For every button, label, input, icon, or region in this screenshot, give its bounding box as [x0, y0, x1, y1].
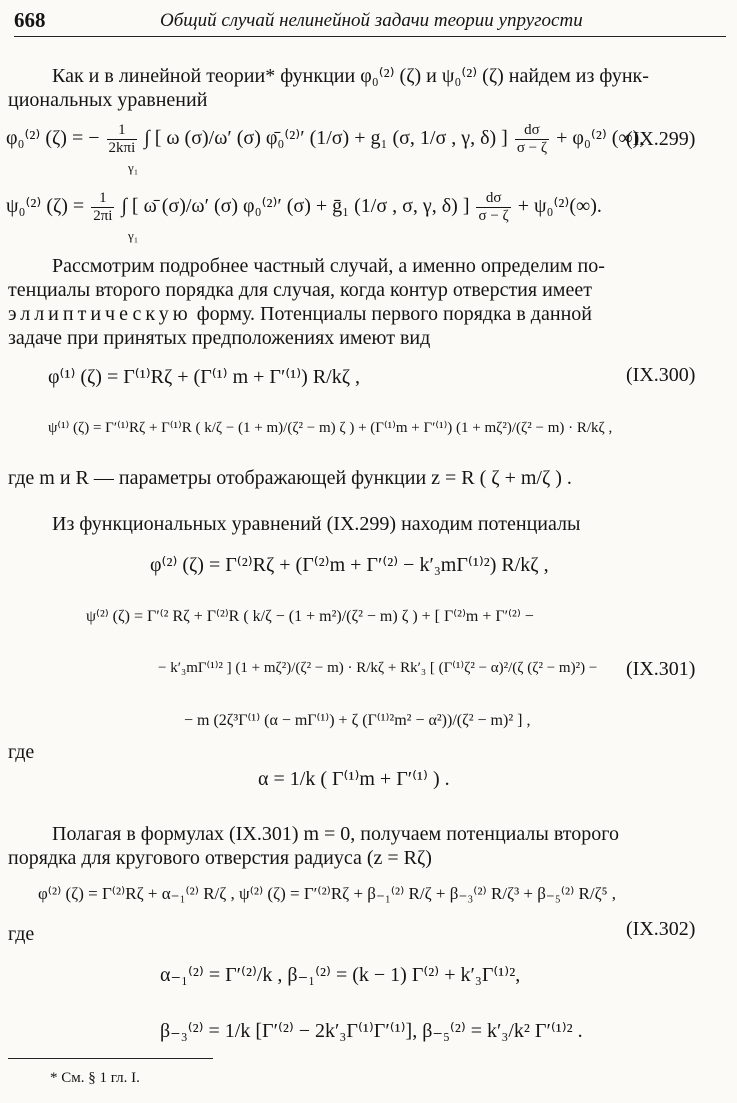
equation-ix-301-psi-line-2: − k′₃mΓ⁽¹⁾² ] (1 + mζ²)/(ζ² − m) · R/kζ + Rk′₃ [ (Γ⁽¹⁾ζ² − α)²/(ζ (ζ² − m)²) − [158, 660, 598, 676]
equation-part: ψ₀⁽²⁾ (ζ) = [6, 195, 85, 218]
fraction-numerator: dσ [476, 190, 510, 208]
paragraph-1-line-1: Как и в линейной теории* функции φ₀⁽²⁾ (ζ) и ψ₀⁽²⁾ (ζ) найдем из функ- [52, 65, 649, 87]
equation-ix-302-coefficients-2: β₋₃⁽²⁾ = 1/k [Γ′⁽²⁾ − 2k′₃Γ⁽¹⁾Γ′⁽¹⁾], β₋₅⁽²⁾ = k′₃/k² Γ′⁽¹⁾² . [160, 1020, 583, 1042]
equation-number-ix-299: (IX.299) [626, 128, 696, 150]
equation-number-ix-300: (IX.300) [626, 364, 696, 386]
fraction [91, 190, 114, 225]
footnote-rule [8, 1058, 213, 1059]
where-label: где [8, 741, 35, 763]
equation-part: φ₀⁽²⁾ (ζ) = − [6, 127, 100, 150]
paragraph-1-line-2: циональных уравнений [8, 89, 208, 111]
fraction-denominator: σ − ζ [478, 208, 509, 224]
running-title: Общий случай нелинейной задачи теории упругости [160, 10, 583, 31]
header-rule [14, 36, 726, 37]
equation-number-ix-302: (IX.302) [626, 918, 696, 940]
equation-part: ∫ [ ω̄ (σ)/ω′ (σ) φ₀⁽²⁾′ (σ) + ḡ₁ (1/σ , σ, γ, δ) ] [121, 195, 470, 218]
spaced-word: эллиптическую [8, 303, 192, 325]
equation-number-ix-301: (IX.301) [626, 658, 696, 680]
paragraph-2-line-4: задаче при принятых предположениях имеют вид [8, 327, 431, 349]
fraction [107, 122, 138, 157]
equation-ix-300-phi: φ⁽¹⁾ (ζ) = Γ⁽¹⁾Rζ + (Γ⁽¹⁾ m + Γ′⁽¹⁾) R/kζ , [48, 366, 361, 388]
fraction-numerator: dσ [515, 122, 549, 140]
page-number: 668 [14, 8, 46, 32]
equation-ix-300-psi: ψ⁽¹⁾ (ζ) = Γ′⁽¹⁾Rζ + Γ⁽¹⁾R ( k/ζ − (1 + m)/(ζ² − m) ζ ) + (Γ⁽¹⁾m + Γ′⁽¹⁾) (1 + mζ²)/(ζ² − m) · R/kζ , [48, 420, 613, 436]
fraction-denominator: 2πi [93, 208, 113, 224]
integral-contour-label: γ₁ [128, 160, 139, 175]
paragraph-text: форму. Потенциалы первого порядка в данной [196, 303, 592, 325]
equation-ix-299-psi [6, 190, 602, 225]
paragraph-4-line: Из функциональных уравнений (IX.299) находим потенциалы [52, 513, 581, 535]
paragraph-2-line-3 [8, 302, 592, 326]
fraction [515, 122, 549, 157]
paragraph-3-line: где m и R — параметры отображающей функции z = R ( ζ + m/ζ ) . [8, 467, 572, 489]
equation-ix-302: φ⁽²⁾ (ζ) = Γ⁽²⁾Rζ + α₋₁⁽²⁾ R/ζ , ψ⁽²⁾ (ζ) = Γ′⁽²⁾Rζ + β₋₁⁽²⁾ R/ζ + β₋₃⁽²⁾ R/ζ³ + β₋₅⁽²⁾ R/ζ⁵ , [38, 884, 617, 903]
fraction [476, 190, 510, 225]
equation-ix-301-psi-line-1: ψ⁽²⁾ (ζ) = Γ′⁽² Rζ + Γ⁽²⁾R ( k/ζ − (1 + m²)/(ζ² − m) ζ ) + [ Γ⁽²⁾m + Γ′⁽²⁾ − [86, 608, 534, 625]
page-header [14, 6, 726, 34]
fraction-denominator: 2kπi [108, 140, 136, 156]
paragraph-5-line-1: Полагая в формулах (IX.301) m = 0, получаем потенциалы второго [52, 823, 619, 845]
paragraph-5-line-2: порядка для кругового отверстия радиуса (z = Rζ) [8, 847, 432, 869]
equation-alpha: α = 1/k ( Γ⁽¹⁾m + Γ′⁽¹⁾ ) . [258, 768, 450, 790]
integral-contour-label: γ₁ [128, 228, 139, 243]
equation-ix-301-phi: φ⁽²⁾ (ζ) = Γ⁽²⁾Rζ + (Γ⁽²⁾m + Γ′⁽²⁾ − k′₃mΓ⁽¹⁾²) R/kζ , [150, 554, 549, 576]
footnote: * См. § 1 гл. I. [50, 1070, 140, 1086]
equation-ix-299-phi [6, 122, 644, 157]
equation-ix-302-coefficients-1: α₋₁⁽²⁾ = Γ′⁽²⁾/k , β₋₁⁽²⁾ = (k − 1) Γ⁽²⁾ + k′₃Γ⁽¹⁾², [160, 964, 521, 986]
fraction-numerator: 1 [91, 190, 114, 208]
equation-part: ∫ [ ω (σ)/ω′ (σ) φ̄₀⁽²⁾′ (1/σ) + g₁ (σ, 1/σ , γ, δ) ] [144, 127, 508, 150]
fraction-denominator: σ − ζ [516, 140, 548, 156]
fraction-numerator: 1 [107, 122, 138, 140]
paragraph-2-line-1: Рассмотрим подробнее частный случай, а именно определим по- [52, 255, 605, 277]
paragraph-2-line-2: тенциалы второго порядка для случая, когда контур отверстия имеет [8, 279, 592, 301]
equation-ix-301-psi-line-3: − m (2ζ³Γ⁽¹⁾ (α − mΓ⁽¹⁾) + ζ (Γ⁽¹⁾²m² − α²))/(ζ² − m)² ] , [184, 712, 531, 729]
where-label: где [8, 923, 35, 945]
equation-part: + φ₀⁽²⁾ (∞), [556, 127, 645, 150]
equation-part: + ψ₀⁽²⁾(∞). [517, 195, 602, 218]
